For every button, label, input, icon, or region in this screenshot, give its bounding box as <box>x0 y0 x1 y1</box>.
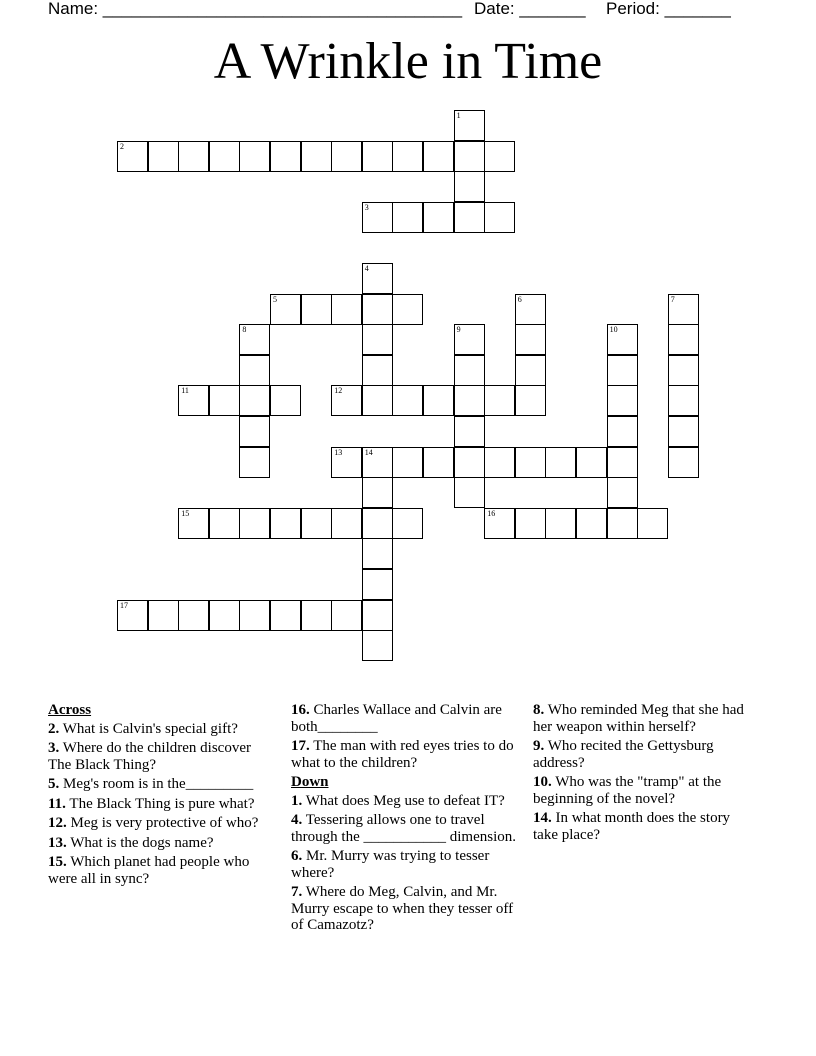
grid-cell[interactable] <box>331 600 362 631</box>
grid-cell[interactable] <box>454 416 485 447</box>
grid-cell[interactable] <box>117 600 148 631</box>
grid-cell[interactable] <box>178 385 209 416</box>
grid-cell[interactable] <box>576 508 607 539</box>
grid-cell[interactable] <box>239 355 270 386</box>
date-label: Date: _______ <box>474 0 586 18</box>
clue-text: Meg's room is in the_________ <box>59 776 254 792</box>
grid-cell[interactable] <box>362 600 393 631</box>
grid-cell[interactable] <box>239 416 270 447</box>
clue-item <box>48 721 260 738</box>
clue-text: Who recited the Gettysburg address? <box>533 738 714 771</box>
grid-cell[interactable] <box>362 538 393 569</box>
grid-cell[interactable] <box>331 141 362 172</box>
grid-cell[interactable] <box>668 324 699 355</box>
down-clue-list-continued <box>533 702 753 843</box>
grid-cell[interactable] <box>209 385 240 416</box>
clue-number-label: 4. <box>291 812 303 828</box>
clue-number: 13 <box>334 447 343 457</box>
grid-cell[interactable] <box>607 324 638 355</box>
clue-item <box>48 815 260 832</box>
grid-cell[interactable] <box>454 141 485 172</box>
grid-cell[interactable] <box>239 447 270 478</box>
grid-cell[interactable] <box>239 600 270 631</box>
grid-cell[interactable] <box>178 600 209 631</box>
clue-number-label: 5. <box>48 776 60 792</box>
clue-text: Who reminded Meg that she had her weapon within herself? <box>533 702 744 735</box>
clue-item <box>48 835 260 852</box>
clue-number-label: 15. <box>48 854 67 870</box>
grid-cell[interactable] <box>178 508 209 539</box>
clue-text: Meg is very protective of who? <box>66 815 259 831</box>
grid-cell[interactable] <box>392 294 423 325</box>
grid-cell[interactable] <box>362 477 393 508</box>
clue-item <box>291 702 516 735</box>
clue-item <box>533 810 753 843</box>
grid-cell[interactable] <box>331 447 362 478</box>
clue-item <box>48 854 260 887</box>
grid-cell[interactable] <box>239 508 270 539</box>
grid-cell[interactable] <box>484 141 515 172</box>
grid-cell[interactable] <box>362 141 393 172</box>
clues-column-2 <box>291 702 516 937</box>
grid-cell[interactable] <box>515 294 546 325</box>
grid-cell[interactable] <box>270 600 301 631</box>
clue-number-label: 8. <box>533 702 545 718</box>
clue-item <box>533 702 753 735</box>
grid-cell[interactable] <box>668 447 699 478</box>
grid-cell[interactable] <box>423 385 454 416</box>
grid-cell[interactable] <box>392 508 423 539</box>
grid-cell[interactable] <box>607 477 638 508</box>
grid-cell[interactable] <box>239 324 270 355</box>
clue-number-label: 14. <box>533 810 552 826</box>
puzzle-title: A Wrinkle in Time <box>213 33 603 90</box>
clue-text: Tessering allows one to travel through the ___________ dimension. <box>291 812 516 845</box>
grid-cell[interactable] <box>484 385 515 416</box>
grid-cell[interactable] <box>362 385 393 416</box>
across-clue-list-continued <box>291 702 516 771</box>
clue-item <box>48 740 260 773</box>
grid-cell[interactable] <box>178 141 209 172</box>
grid-cell[interactable] <box>454 171 485 202</box>
grid-cell[interactable] <box>209 141 240 172</box>
grid-cell[interactable] <box>392 202 423 233</box>
grid-cell[interactable] <box>607 508 638 539</box>
grid-cell[interactable] <box>454 355 485 386</box>
grid-cell[interactable] <box>515 324 546 355</box>
clue-number: 9 <box>456 325 461 335</box>
grid-cell[interactable] <box>423 447 454 478</box>
grid-cell[interactable] <box>362 447 393 478</box>
grid-cell[interactable] <box>668 385 699 416</box>
clue-number: 11 <box>181 386 189 396</box>
grid-cell[interactable] <box>209 600 240 631</box>
grid-cell[interactable] <box>209 508 240 539</box>
grid-cell[interactable] <box>392 385 423 416</box>
clue-text: Where do Meg, Calvin, and Mr. Murry escape to when they tesser off of Camazotz? <box>291 884 514 933</box>
clue-text: In what month does the story take place? <box>533 810 731 843</box>
clue-number-label: 9. <box>533 738 545 754</box>
grid-cell[interactable] <box>515 508 546 539</box>
clue-number-label: 3. <box>48 740 60 756</box>
clue-number: 1 <box>456 111 461 120</box>
clues-column-3 <box>533 702 753 846</box>
grid-cell[interactable] <box>576 447 607 478</box>
grid-cell[interactable] <box>331 385 362 416</box>
clue-number: 5 <box>273 294 277 304</box>
clue-item <box>291 812 516 845</box>
clue-number: 17 <box>120 600 128 610</box>
grid-cell[interactable] <box>362 630 393 661</box>
down-heading: Down <box>291 774 329 790</box>
clue-item <box>48 776 260 793</box>
clue-number: 16 <box>487 508 496 518</box>
grid-cell[interactable] <box>239 141 270 172</box>
clue-text: Who was the "tramp" at the beginning of the novel? <box>533 774 722 807</box>
grid-cell[interactable] <box>637 508 668 539</box>
clue-number-label: 1. <box>291 792 303 809</box>
grid-cell[interactable] <box>515 355 546 386</box>
grid-cell[interactable] <box>362 324 393 355</box>
clue-number-label: 17. <box>291 738 310 754</box>
grid-cell[interactable] <box>362 508 393 539</box>
grid-cell[interactable] <box>331 508 362 539</box>
clue-number: 4 <box>364 264 369 273</box>
grid-cell[interactable] <box>362 355 393 386</box>
clue-item <box>48 796 260 813</box>
clue-text: Mr. Murry was trying to tesser where? <box>291 848 490 881</box>
clue-number-label: 6. <box>291 848 303 864</box>
grid-cell[interactable] <box>362 569 393 600</box>
grid-cell[interactable] <box>668 355 699 386</box>
grid-cell[interactable] <box>454 477 485 508</box>
grid-cell[interactable] <box>454 447 485 478</box>
grid-cell[interactable] <box>423 141 454 172</box>
grid-cell[interactable] <box>454 324 485 355</box>
clue-number: 8 <box>242 325 247 335</box>
grid-cell[interactable] <box>362 202 393 233</box>
grid-cell[interactable] <box>362 294 393 325</box>
clue-number: 3 <box>364 202 369 212</box>
clue-number-label: 10. <box>533 774 552 790</box>
grid-cell[interactable] <box>362 263 393 294</box>
grid-cell[interactable] <box>607 385 638 416</box>
clue-item <box>291 848 516 881</box>
grid-cell[interactable] <box>392 447 423 478</box>
grid-cell[interactable] <box>515 447 546 478</box>
across-clue-list <box>48 721 260 888</box>
clue-number-label: 16. <box>291 702 310 718</box>
grid-cell[interactable] <box>301 508 332 539</box>
grid-cell[interactable] <box>301 294 332 325</box>
grid-cell[interactable] <box>392 141 423 172</box>
grid-cell[interactable] <box>484 202 515 233</box>
clue-item <box>291 738 516 771</box>
across-heading: Across <box>48 702 92 718</box>
down-clue-list <box>291 793 516 934</box>
grid-cell[interactable] <box>148 141 179 172</box>
grid-cell[interactable] <box>270 294 301 325</box>
grid-cell[interactable] <box>515 385 546 416</box>
clue-text: The man with red eyes tries to do what to the children? <box>291 738 514 771</box>
clue-text: The Black Thing is pure what? <box>65 795 255 812</box>
clue-number-label: 7. <box>291 884 303 900</box>
clue-item <box>533 774 753 807</box>
grid-cell[interactable] <box>301 600 332 631</box>
name-label: Name: ______________________________________ <box>48 0 463 18</box>
clue-item <box>291 793 516 810</box>
clue-number: 12 <box>334 386 343 396</box>
clue-number: 7 <box>670 294 675 304</box>
grid-cell[interactable] <box>668 416 699 447</box>
grid-cell[interactable] <box>270 385 301 416</box>
clue-number-label: 2. <box>48 720 60 737</box>
grid-cell[interactable] <box>607 355 638 386</box>
grid-cell[interactable] <box>484 447 515 478</box>
period-label: Period: _______ <box>606 0 731 18</box>
clues-column-1 <box>48 702 260 890</box>
grid-cell[interactable] <box>668 294 699 325</box>
grid-cell[interactable] <box>607 447 638 478</box>
clue-number: 2 <box>120 141 124 151</box>
grid-cell[interactable] <box>454 202 485 233</box>
clue-text: Where do the children discover The Black Thing? <box>48 740 251 773</box>
clue-number: 10 <box>609 325 618 335</box>
clue-text: What is the dogs name? <box>66 834 214 851</box>
clue-text: Charles Wallace and Calvin are both________ <box>291 702 502 735</box>
grid-cell[interactable] <box>331 294 362 325</box>
grid-cell[interactable] <box>454 385 485 416</box>
grid-cell[interactable] <box>270 141 301 172</box>
clue-number: 15 <box>181 508 190 518</box>
clue-text: Which planet had people who were all in sync? <box>48 854 250 887</box>
grid-cell[interactable] <box>545 508 576 539</box>
clue-text: What does Meg use to defeat IT? <box>302 792 505 809</box>
grid-cell[interactable] <box>270 508 301 539</box>
grid-cell[interactable] <box>117 141 148 172</box>
grid-cell[interactable] <box>545 447 576 478</box>
clue-number-label: 12. <box>48 815 67 831</box>
grid-cell[interactable] <box>239 385 270 416</box>
clue-item <box>291 884 516 934</box>
grid-cell[interactable] <box>148 600 179 631</box>
clue-number-label: 11. <box>48 795 66 812</box>
grid-cell[interactable] <box>484 508 515 539</box>
clue-item <box>533 738 753 771</box>
grid-cell[interactable] <box>607 416 638 447</box>
clue-number: 14 <box>364 447 373 457</box>
clue-text: What is Calvin's special gift? <box>59 720 238 737</box>
grid-cell[interactable] <box>423 202 454 233</box>
grid-cell[interactable] <box>301 141 332 172</box>
grid-cell[interactable] <box>454 110 485 141</box>
clue-number-label: 13. <box>48 834 67 851</box>
clue-number: 6 <box>517 294 522 304</box>
